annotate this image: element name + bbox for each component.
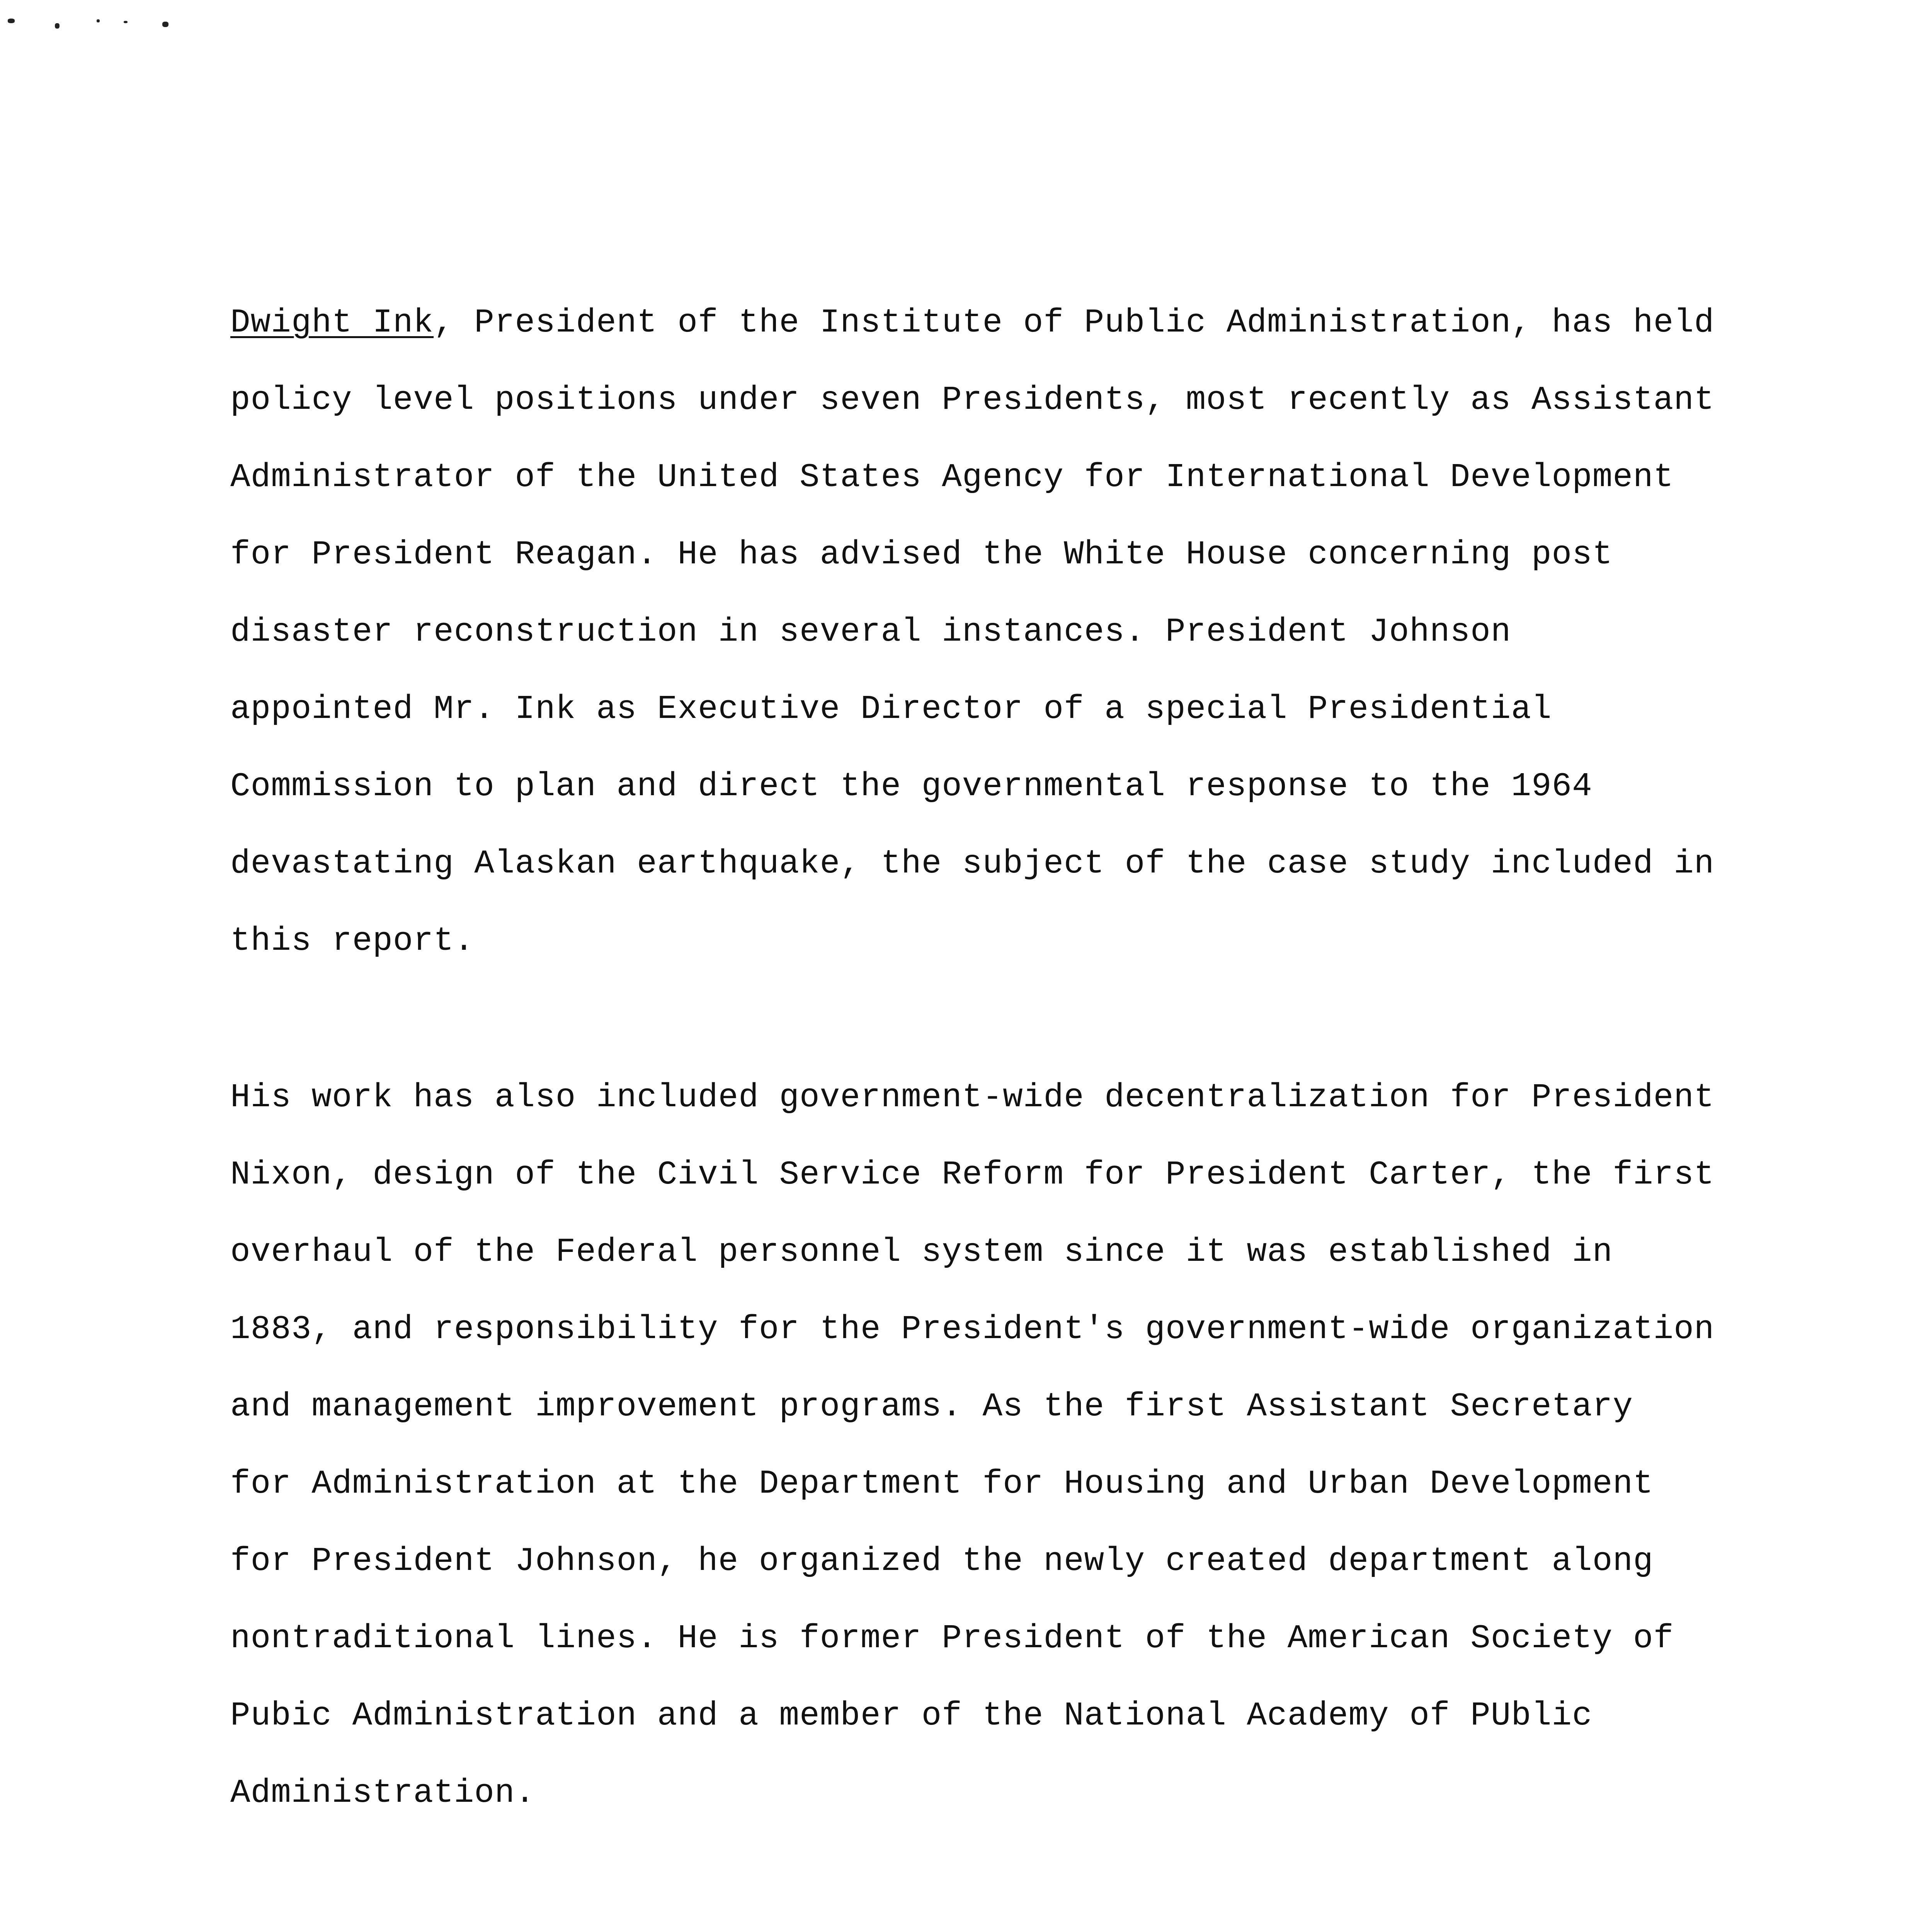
scan-speck — [162, 22, 168, 27]
paragraph-line: for Administration at the Department for Housing and Urban Development — [230, 1465, 1654, 1503]
paragraph-line: devastating Alaskan earthquake, the subject of the case study included in — [230, 845, 1715, 883]
scan-speck — [55, 23, 60, 29]
paragraph-line: 1883, and responsibility for the President's government-wide organization — [230, 1310, 1715, 1348]
scan-speck — [124, 21, 128, 23]
paragraph-line: Dwight Ink, President of the Institute of Public Administration, has held — [230, 304, 1715, 342]
paragraph-line: Commission to plan and direct the governmental response to the 1964 — [230, 767, 1593, 805]
paragraph-line: Nixon, design of the Civil Service Reform for President Carter, the first — [230, 1156, 1715, 1194]
scan-speck — [97, 19, 100, 22]
paragraph-line: Pubic Administration and a member of the National Academy of PUblic — [230, 1697, 1593, 1735]
paragraph-line: for President Reagan. He has advised the White House concerning post — [230, 536, 1613, 573]
paragraph-line: overhaul of the Federal personnel system since it was established in — [230, 1233, 1613, 1271]
scan-speck — [8, 19, 15, 23]
paragraph-line: Administration. — [230, 1774, 536, 1812]
scan-specks — [8, 15, 182, 39]
paragraph-line: appointed Mr. Ink as Executive Director of a special Presidential — [230, 690, 1552, 728]
biography-paragraph-2 — [230, 1059, 1715, 1832]
biography-paragraph-1 — [230, 284, 1715, 980]
paragraph-line: nontraditional lines. He is former President of the American Society of — [230, 1619, 1674, 1657]
paragraph-line: policy level positions under seven Presidents, most recently as Assistant — [230, 381, 1715, 419]
paragraph-line: disaster reconstruction in several instances. President Johnson — [230, 613, 1511, 651]
paragraph-line: this report. — [230, 922, 475, 960]
person-name: Dwight Ink — [230, 304, 434, 342]
paragraph-line: Administrator of the United States Agency for International Development — [230, 458, 1674, 496]
paragraph-line: His work has also included government-wide decentralization for President — [230, 1078, 1715, 1116]
paragraph-line: for President Johnson, he organized the newly created department along — [230, 1542, 1654, 1580]
paragraph-line: and management improvement programs. As the first Assistant Secretary — [230, 1388, 1633, 1425]
